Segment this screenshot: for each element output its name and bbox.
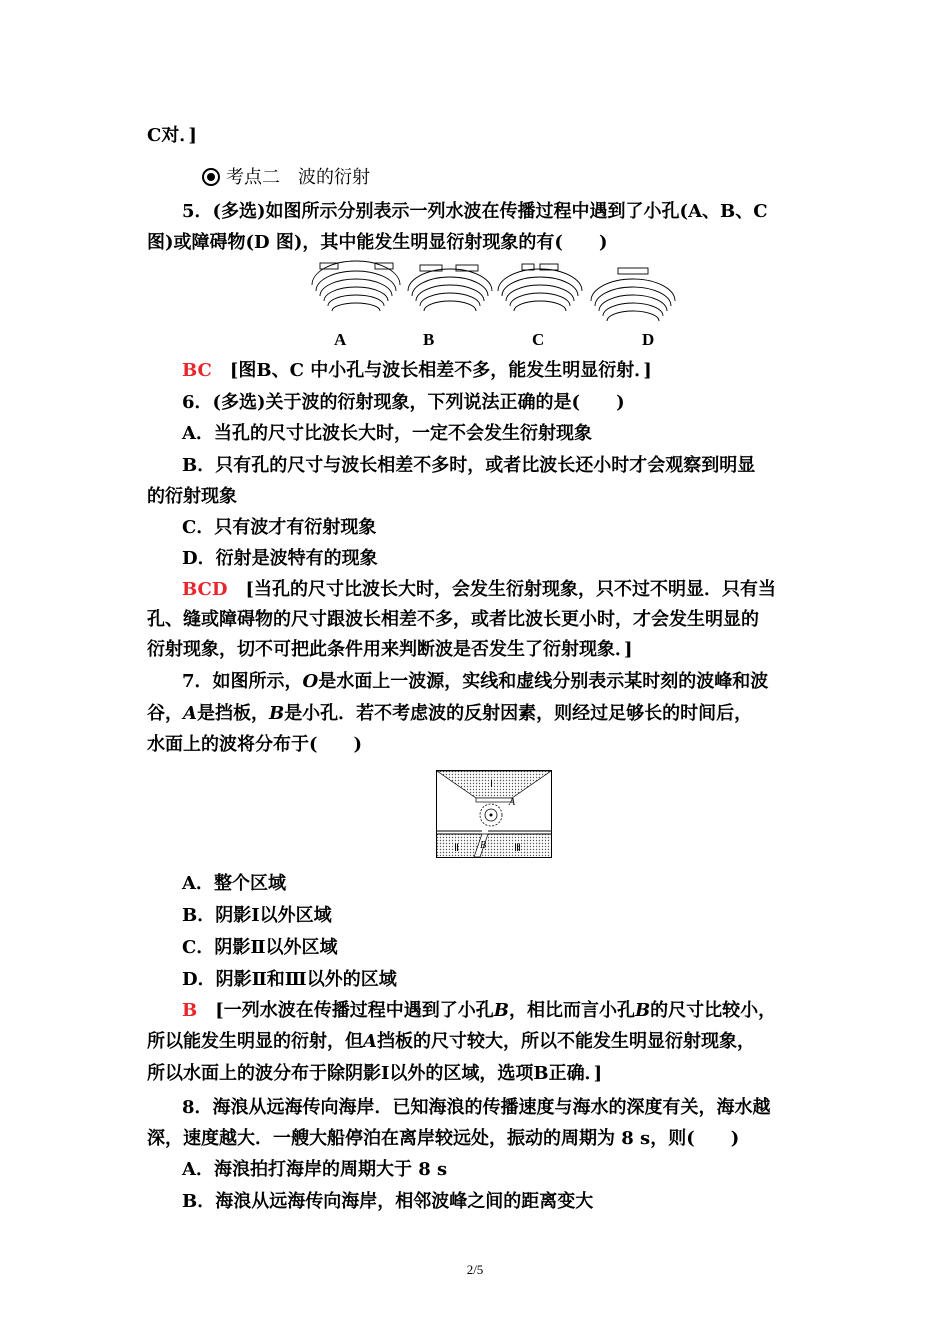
q7-stem-3: 水面上的波将分布于( ) [147, 734, 363, 755]
text-line: C对．] [147, 125, 197, 146]
q8-stem-1: 8．海浪从远海传向海岸．已知海浪的传播速度与海水的深度有关，海水越 [182, 1097, 771, 1118]
q6-option-c: C．只有波才有衍射现象 [182, 517, 377, 538]
q7-explanation-2: 所以能发生明显的衍射，但A挡板的尺寸较大，所以不能发生明显衍射现象， [147, 1031, 755, 1052]
q6-stem: 6．(多选)关于波的衍射现象，下列说法正确的是( ) [182, 392, 625, 413]
section-title: 考点二 波的衍射 [226, 167, 370, 188]
q6-explanation-3: 衍射现象，切不可把此条件用来判断波是否发生了衍射现象．] [147, 639, 633, 660]
q7-option-d: D．阴影Ⅱ和Ⅲ以外的区域 [182, 969, 397, 990]
answer-key: BC [182, 360, 212, 381]
fig-label-c: C [532, 330, 545, 349]
section-heading [202, 166, 370, 190]
q5-stem-2: 图)或障碍物(D 图)，其中能发生明显衍射现象的有( ) [147, 232, 608, 253]
q6-option-d: D．衍射是波特有的现象 [182, 548, 378, 569]
q7-option-a: A．整个区域 [182, 873, 286, 894]
q6-answer-line [182, 578, 776, 602]
label-b: B [480, 840, 487, 851]
q8-option-b: B．海浪从远海传向海岸，相邻波峰之间的距离变大 [182, 1191, 594, 1212]
region-iii-label: Ⅲ [514, 843, 521, 854]
symbol-b: B [268, 703, 285, 724]
q5-answer-line [182, 359, 652, 383]
q7-answer-line: B [一列水波在传播过程中遇到了小孔B，相比而言小孔B的尺寸比较小， [182, 1000, 777, 1021]
q7-figure [436, 770, 552, 858]
region-ii-label: Ⅱ [454, 843, 459, 854]
page-number: 2/5 [466, 1262, 484, 1277]
q7-stem-2: 谷，A是挡板，B是小孔．若不考虑波的反射因素，则经过足够长的时间后， [147, 703, 753, 724]
answer-key: BCD [182, 579, 228, 600]
bullet-icon [202, 168, 220, 186]
q7-stem-1: 7．如图所示，O是水面上一波源，实线和虚线分别表示某时刻的波峰和波 [182, 671, 769, 692]
answer-key: B [182, 1000, 198, 1021]
q6-option-b-1: B．只有孔的尺寸与波长相差不多时，或者比波长还小时才会观察到明显 [182, 455, 756, 476]
symbol-o: O [302, 671, 319, 692]
q6-explanation-2: 孔、缝或障碍物的尺寸跟波长相差不多，或者比波长更小时，才会发生明显的 [147, 609, 759, 630]
q6-option-b-2: 的衍射现象 [147, 486, 237, 507]
q7-explanation-3: 所以水面上的波分布于除阴影Ⅰ以外的区域，选项B正确．] [147, 1063, 603, 1084]
q8-option-a: A．海浪拍打海岸的周期大于 8 s [182, 1159, 448, 1180]
explanation: [图B、C 中小孔与波长相差不多，能发生明显衍射．] [211, 360, 652, 381]
q8-stem-2: 深，速度越大．一艘大船停泊在离岸较远处，振动的周期为 8 s，则( ) [147, 1128, 740, 1149]
label-a: A [509, 797, 516, 808]
q7-option-c: C．阴影Ⅱ以外区域 [182, 937, 338, 958]
q6-option-a: A．当孔的尺寸比波长大时，一定不会发生衍射现象 [182, 423, 592, 444]
fig-label-a: A [334, 330, 347, 349]
q7-option-b: B．阴影Ⅰ以外区域 [182, 905, 332, 926]
region-i-label: Ⅰ [490, 779, 493, 790]
q5-figure [300, 258, 690, 358]
q5-stem-1: 5．(多选)如图所示分别表示一列水波在传播过程中遇到了小孔(A、B、C [182, 201, 768, 222]
symbol-a: A [183, 703, 197, 724]
fig-label-b: B [423, 330, 435, 349]
fig-label-d: D [642, 330, 655, 349]
explanation: [当孔的尺寸比波长大时，会发生衍射现象，只不过不明显．只有当 [227, 579, 776, 600]
